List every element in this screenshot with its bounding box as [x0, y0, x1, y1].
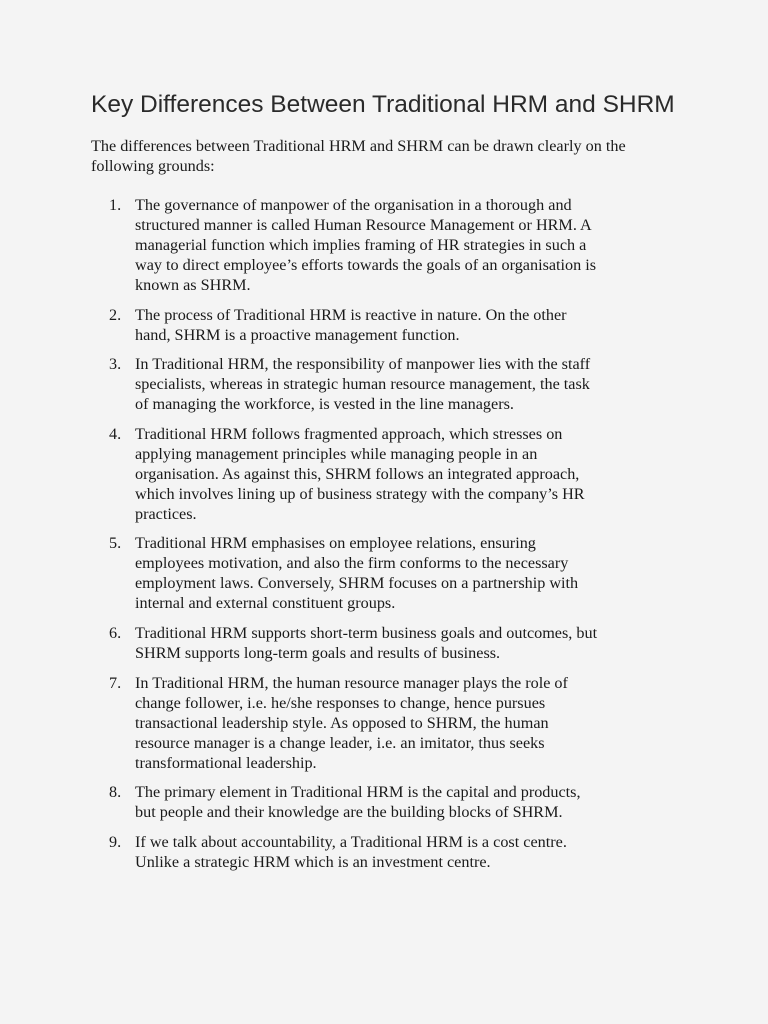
differences-list: [91, 195, 691, 881]
list-item-line: The governance of manpower of the organisation in a thorough and: [135, 196, 572, 214]
list-item-text: [135, 832, 691, 872]
list-item-line: known as SHRM.: [135, 276, 251, 294]
list-item-line: applying management principles while managing people in an: [135, 444, 538, 463]
list-item-number: 2.: [109, 305, 122, 324]
list-item-text: [135, 533, 691, 613]
list-item-line: internal and external constituent groups.: [135, 594, 396, 613]
list-item-line: In Traditional HRM, the responsibility of manpower lies with the staff: [135, 355, 591, 374]
list-item: [91, 195, 691, 295]
intro-paragraph: The differences between Traditional HRM and SHRM can be drawn clearly on the following grounds:: [91, 137, 626, 175]
list-item-number: 4.: [109, 424, 122, 443]
list-item-text: [135, 673, 691, 773]
list-item-number: 3.: [109, 355, 122, 374]
list-item-line: practices.: [135, 504, 197, 523]
list-item-line: The process of Traditional HRM is reactive in nature. On the other: [135, 305, 567, 324]
list-item: [91, 782, 691, 822]
list-item-line: transformational leadership.: [135, 753, 317, 772]
list-item: [91, 354, 691, 414]
list-item: [91, 305, 691, 345]
list-item-line: The primary element in Traditional HRM is the capital and products,: [135, 783, 581, 802]
list-item: [91, 623, 691, 663]
list-item-line: SHRM supports long-term goals and results of business.: [135, 643, 501, 662]
list-item-line: employees motivation, and also the firm conforms to the necessary: [135, 554, 569, 573]
list-item-text: [135, 354, 691, 414]
list-item-text: [135, 782, 691, 822]
list-item-line: In Traditional HRM, the human resource manager plays the role of: [135, 673, 568, 692]
list-item-text: [135, 424, 691, 524]
list-item-text: [135, 195, 691, 295]
list-item-line: way to direct employee’s efforts towards the goals of an organisation is: [135, 256, 597, 274]
list-item-line: employment laws. Conversely, SHRM focuses on a partnership with: [135, 574, 579, 593]
list-item: [91, 832, 691, 872]
list-item: [91, 673, 691, 773]
list-item-line: Traditional HRM supports short-term business goals and outcomes, but: [135, 623, 598, 642]
list-item-number: 6.: [109, 623, 122, 642]
list-item-line: Traditional HRM emphasises on employee relations, ensuring: [135, 534, 536, 553]
list-item-line: If we talk about accountability, a Traditional HRM is a cost centre.: [135, 832, 567, 851]
list-item-line: but people and their knowledge are the building blocks of SHRM.: [135, 803, 563, 822]
list-item-line: hand, SHRM is a proactive management function.: [135, 325, 460, 344]
list-item-line: Traditional HRM follows fragmented approach, which stresses on: [135, 424, 563, 443]
list-item-line: specialists, whereas in strategic human resource management, the task: [135, 375, 590, 394]
list-item-line: change follower, i.e. he/she responses to change, hence pursues: [135, 693, 546, 712]
list-item: [91, 424, 691, 524]
list-item-line: managerial function which implies framing of HR strategies in such a: [135, 236, 587, 254]
list-item-line: structured manner is called Human Resource Management or HRM. A: [135, 216, 592, 234]
list-item-line: which involves lining up of business strategy with the company’s HR: [135, 484, 585, 503]
list-item-text: [135, 305, 691, 345]
list-item-line: transactional leadership style. As opposed to SHRM, the human: [135, 713, 549, 732]
list-item-line: resource manager is a change leader, i.e. an imitator, thus seeks: [135, 733, 545, 752]
list-item: [91, 533, 691, 613]
list-item-text: [135, 623, 691, 663]
list-item-number: 7.: [109, 673, 122, 692]
list-item-number: 8.: [109, 783, 122, 802]
list-item-number: 1.: [109, 196, 122, 214]
list-item-line: organisation. As against this, SHRM follows an integrated approach,: [135, 464, 580, 483]
list-item-number: 9.: [109, 832, 122, 851]
list-item-line: Unlike a strategic HRM which is an investment centre.: [135, 852, 491, 871]
document-title: Key Differences Between Traditional HRM and SHRM: [91, 91, 675, 118]
list-item-line: of managing the workforce, is vested in the line managers.: [135, 395, 514, 414]
list-item-number: 5.: [109, 534, 122, 553]
